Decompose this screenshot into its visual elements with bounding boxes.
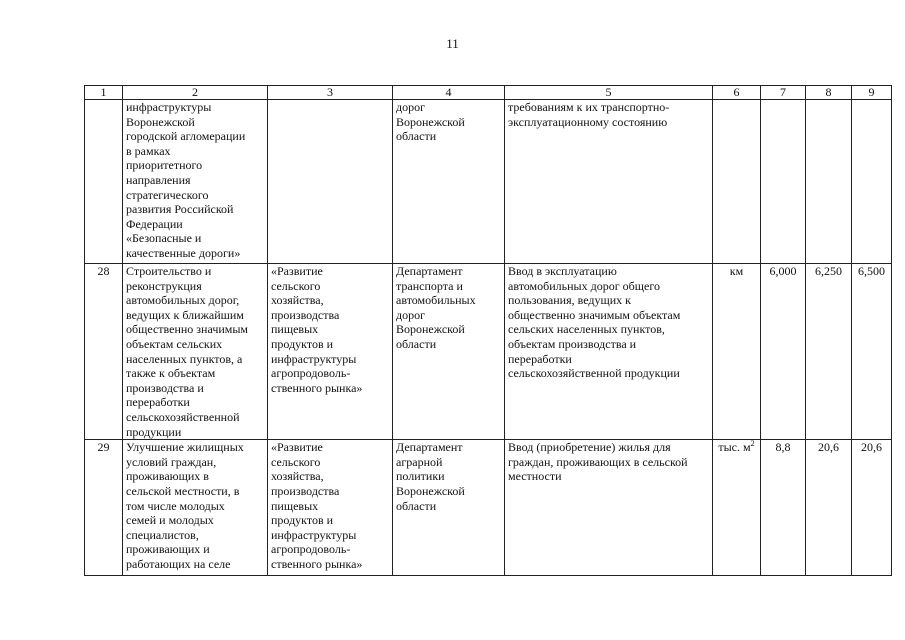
program-cell-line: агропродоволь- bbox=[271, 542, 351, 557]
indicator-cell-line: Ввод (приобретение) жилья для bbox=[508, 440, 671, 455]
unit-cell-value: тыс. м bbox=[718, 440, 751, 455]
activity-name-cell-line: в рамках bbox=[126, 143, 171, 158]
unit-cell bbox=[713, 264, 761, 440]
indicator-cell bbox=[505, 100, 713, 264]
row-number-cell bbox=[85, 440, 123, 576]
department-cell-line: области bbox=[396, 129, 437, 144]
department-cell bbox=[393, 264, 505, 440]
row-number-cell-value: 29 bbox=[97, 440, 110, 455]
activity-name-cell-line: условий граждан, bbox=[126, 454, 217, 469]
unit-cell bbox=[713, 100, 761, 264]
activity-name-cell-line: специалистов, bbox=[126, 527, 199, 542]
value-2019-cell bbox=[761, 440, 806, 576]
indicator-cell-line: эксплуатационному состоянию bbox=[508, 114, 668, 129]
activity-name-cell-line: продукции bbox=[126, 424, 182, 439]
activity-name-cell-line: Воронежской bbox=[126, 114, 195, 129]
value-2020-cell-value: 6,250 bbox=[815, 264, 842, 278]
indicator-cell-line: местности bbox=[508, 469, 562, 484]
indicator-cell-line: требованиям к их транспортно- bbox=[508, 100, 670, 114]
row-number-cell-value: 28 bbox=[97, 264, 110, 278]
table-row bbox=[85, 440, 892, 576]
table-row bbox=[85, 264, 892, 440]
program-cell-line: пищевых bbox=[271, 498, 319, 513]
page-number: 11 bbox=[446, 36, 459, 51]
indicator-cell-line: автомобильных дорог общего bbox=[508, 278, 660, 293]
program-cell-line: продуктов и bbox=[271, 513, 334, 528]
activity-name-cell-line: населенных пунктов, а bbox=[126, 351, 243, 366]
program-cell-line: сельского bbox=[271, 454, 321, 469]
indicator-cell-line: объектам производства и bbox=[508, 336, 637, 351]
value-2019-cell-value: 8,8 bbox=[775, 440, 791, 455]
activity-name-cell-line: также к объектам bbox=[126, 366, 216, 381]
indicator-cell-line: пользования, ведущих к bbox=[508, 293, 631, 308]
indicator-cell-line: граждан, проживающих в сельской bbox=[508, 454, 688, 469]
indicator-cell-line: общественно значимым объектам bbox=[508, 307, 681, 322]
department-cell-line: Воронежской bbox=[396, 322, 465, 337]
row-number-cell bbox=[85, 100, 123, 264]
program-cell-line: продуктов и bbox=[271, 336, 334, 351]
column-number: 4 bbox=[393, 86, 505, 100]
activity-name-cell-line: «Безопасные и bbox=[126, 231, 202, 246]
value-2019-cell bbox=[761, 100, 806, 264]
value-2020-cell bbox=[806, 264, 852, 440]
program-cell bbox=[268, 440, 393, 576]
column-number: 5 bbox=[505, 86, 713, 100]
column-number: 1 bbox=[85, 86, 123, 100]
program-cell-line: «Развитие bbox=[271, 264, 323, 278]
activity-name-cell-line: инфраструктуры bbox=[126, 100, 212, 114]
activity-name-cell-line: объектам сельских bbox=[126, 336, 223, 351]
column-number: 2 bbox=[123, 86, 268, 100]
program-cell-line: хозяйства, bbox=[271, 469, 324, 484]
value-2020-cell bbox=[806, 100, 852, 264]
department-cell-line: политики bbox=[396, 469, 445, 484]
indicator-cell-line: переработки bbox=[508, 351, 572, 366]
indicator-cell bbox=[505, 440, 713, 576]
indicator-cell-line: сельскохозяйственной продукции bbox=[508, 366, 680, 381]
program-cell-line: сельского bbox=[271, 278, 321, 293]
activity-name-cell-line: Федерации bbox=[126, 216, 183, 231]
department-cell-line: области bbox=[396, 498, 437, 513]
program-cell-line: ственного рынка» bbox=[271, 556, 363, 571]
program-cell bbox=[268, 100, 393, 264]
department-cell-line: Департамент bbox=[396, 264, 463, 278]
activity-name-cell-line: качественные дороги» bbox=[126, 245, 241, 260]
activity-name-cell-line: производства и bbox=[126, 380, 204, 395]
program-cell-line: хозяйства, bbox=[271, 293, 324, 308]
program-cell-line: «Развитие bbox=[271, 440, 323, 455]
department-cell-line: автомобильных bbox=[396, 293, 476, 308]
activity-name-cell-line: городской агломерации bbox=[126, 129, 246, 144]
department-cell-line: Воронежской bbox=[396, 114, 465, 129]
program-cell-line: производства bbox=[271, 483, 340, 498]
activity-name-cell-line: Строительство и bbox=[126, 264, 212, 278]
column-number: 7 bbox=[761, 86, 806, 100]
program-cell-line: инфраструктуры bbox=[271, 351, 357, 366]
activity-name-cell-line: развития Российской bbox=[126, 202, 234, 217]
column-number-row bbox=[85, 86, 892, 100]
activity-name-cell-line: Улучшение жилищных bbox=[126, 440, 244, 455]
activity-name-cell-line: работающих на селе bbox=[126, 556, 231, 571]
column-number: 9 bbox=[852, 86, 892, 100]
indicator-cell bbox=[505, 264, 713, 440]
column-number: 3 bbox=[268, 86, 393, 100]
activity-name-cell-line: автомобильных дорог, bbox=[126, 293, 240, 308]
department-cell-line: дорог bbox=[396, 100, 426, 114]
program-cell-line: агропродоволь- bbox=[271, 366, 351, 381]
column-number: 8 bbox=[806, 86, 852, 100]
value-2020-cell bbox=[806, 440, 852, 576]
activity-name-cell bbox=[123, 264, 268, 440]
indicator-cell-line: Ввод в эксплуатацию bbox=[508, 264, 617, 278]
unit-cell bbox=[713, 440, 761, 576]
activity-name-cell-line: сельскохозяйственной bbox=[126, 409, 240, 424]
department-cell bbox=[393, 100, 505, 264]
activity-name-cell-line: семей и молодых bbox=[126, 513, 214, 528]
activity-name-cell-line: направления bbox=[126, 172, 191, 187]
department-cell-line: транспорта и bbox=[396, 278, 463, 293]
value-2020-cell-value: 20,6 bbox=[818, 440, 839, 455]
value-2021-cell bbox=[852, 100, 892, 264]
activity-name-cell-line: общественно значимым bbox=[126, 322, 249, 337]
table-row bbox=[85, 100, 892, 264]
activity-name-cell-line: сельской местности, в bbox=[126, 483, 240, 498]
activity-name-cell-line: том числе молодых bbox=[126, 498, 225, 513]
activity-name-cell-line: стратегического bbox=[126, 187, 209, 202]
activity-name-cell-line: проживающих в bbox=[126, 469, 209, 484]
program-cell-line: инфраструктуры bbox=[271, 527, 357, 542]
program-cell bbox=[268, 264, 393, 440]
activity-name-cell-line: реконструкция bbox=[126, 278, 202, 293]
department-cell-line: аграрной bbox=[396, 454, 443, 469]
activity-name-cell-line: проживающих и bbox=[126, 542, 210, 557]
department-cell bbox=[393, 440, 505, 576]
program-cell-line: ственного рынка» bbox=[271, 380, 363, 395]
value-2021-cell-value: 6,500 bbox=[858, 264, 885, 278]
value-2019-cell bbox=[761, 264, 806, 440]
activity-name-cell-line: приоритетного bbox=[126, 158, 203, 173]
department-cell-line: дорог bbox=[396, 307, 426, 322]
department-cell-line: Воронежской bbox=[396, 483, 465, 498]
value-2021-cell bbox=[852, 264, 892, 440]
department-cell-line: области bbox=[396, 336, 437, 351]
department-cell-line: Департамент bbox=[396, 440, 463, 455]
row-number-cell bbox=[85, 264, 123, 440]
column-number: 6 bbox=[713, 86, 761, 100]
value-2019-cell-value: 6,000 bbox=[769, 264, 797, 278]
activity-name-cell-line: ведущих к ближайшим bbox=[126, 307, 244, 322]
program-cell-line: пищевых bbox=[271, 322, 319, 337]
unit-cell-value: км bbox=[729, 264, 744, 278]
activity-name-cell bbox=[123, 440, 268, 576]
unit-superscript: 2 bbox=[750, 439, 755, 449]
activity-name-cell bbox=[123, 100, 268, 264]
value-2021-cell-value: 20,6 bbox=[861, 440, 882, 455]
program-cell-line: производства bbox=[271, 307, 340, 322]
indicators-table bbox=[84, 85, 892, 576]
value-2021-cell bbox=[852, 440, 892, 576]
activity-name-cell-line: переработки bbox=[126, 395, 190, 410]
indicator-cell-line: сельских населенных пунктов, bbox=[508, 322, 665, 337]
